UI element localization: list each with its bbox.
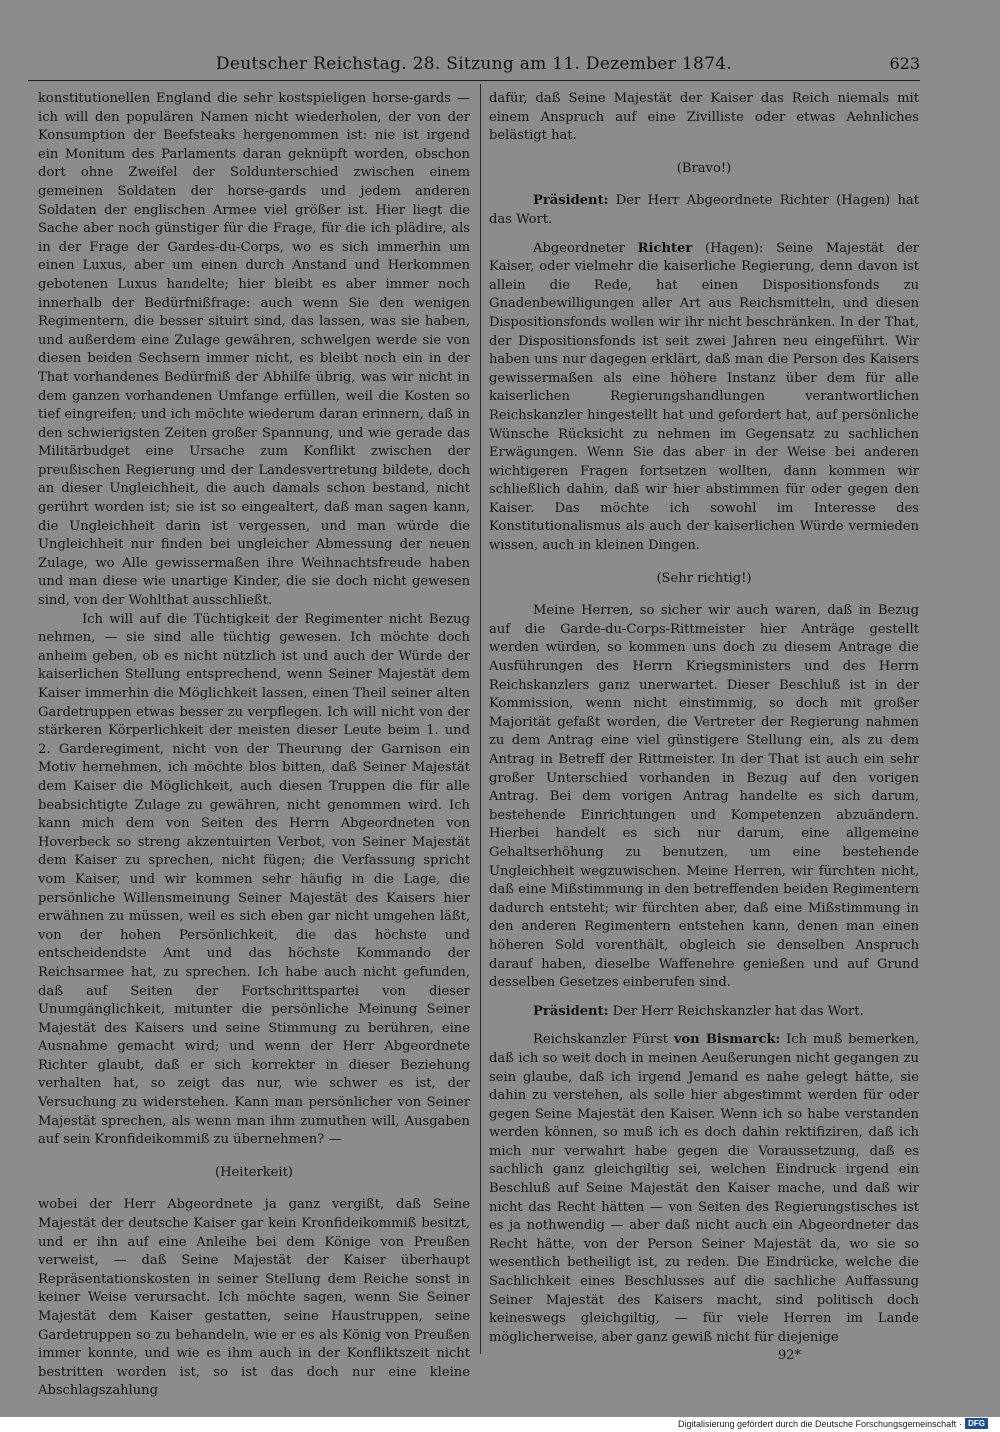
speaker-title: Reichskanzler Fürst bbox=[533, 1032, 674, 1048]
speech-bismarck bbox=[489, 1031, 919, 1347]
speaker-title: Abgeordneter bbox=[533, 240, 638, 256]
page-number: 623 bbox=[889, 54, 920, 73]
speech-richter bbox=[489, 240, 919, 556]
speaker-name: Richter bbox=[637, 240, 693, 256]
column-divider bbox=[480, 84, 481, 1354]
speech-president bbox=[489, 192, 919, 229]
right-column bbox=[489, 90, 919, 1347]
speaker-name: von Bismarck: bbox=[673, 1032, 781, 1048]
paragraph: wobei der Herr Abgeordnete ja ganz vergißt, daß Seine Majestät der deutsche Kaiser gar kein Kronfideikommiß besitzt, und er ihn auf eine Anleihe bei dem Könige von Preußen verweist, — daß Seine Majestät der Kaiser überhaupt Repräsentationskosten in seiner Stellung dem Reiche sonst in keiner Weise verursacht. Ich möchte sagen, wenn Sie Seiner Majestät dem Kaiser gestatten, seine Haustruppen, seine Gardetruppen so zu behandeln, wie er es als König von Preußen immer konnte, und wie es ihm auch in der Konfliktszeit nicht bestritten worden ist, so ist das doch nur eine kleine Abschlagszahlung bbox=[38, 1197, 470, 1399]
speech-president bbox=[489, 1003, 919, 1022]
speech-text: Ich muß bemerken, daß ich so weit doch in meinen Aeußerungen nicht gegangen zu sein glaube, daß ich irgend Jemand es nahe gelegt hätte, sie dahin zu verstehen, als solle hier abgestimmt werden für oder gegen Seine Majestät den Kaiser. Wenn ich so habe verstanden werden können, so muß ich es doch dahin rektifiziren, daß ich mich nur verwahrt habe gegen die Voraussetzung, daß es sachlich ganz gleichgiltig sei, welchen Eindruck irgend ein Beschluß auf Seine Majestät den Kaiser mache, und daß wir nicht das Recht hätten — von Seiten des Regierungstisches ist es ja nothwendig — aber daß nicht auch ein Abgeordneter das Recht hätte, von der Person Seiner Majestät da, wo sie so wesentlich betheiligt ist, zu reden. Die Eindrücke, welche die Sachlichkeit eines Beschlusses auf die sachliche Auffassung Seiner Majestät des Kaisers macht, sind politisch doch keineswegs gleichgiltig, — für viele Herren im Lande möglicherweise, aber ganz gewiß nicht für diejenige bbox=[489, 1032, 920, 1345]
left-column bbox=[38, 90, 470, 1401]
speech-text: Der Herr Abgeordnete Richter (Hagen) hat das Wort. bbox=[489, 193, 919, 227]
sheet-signature: 92* bbox=[778, 1348, 802, 1363]
interjection: (Bravo!) bbox=[676, 160, 732, 176]
paragraph: Ich will auf die Tüchtigkeit der Regimenter nicht Bezug nehmen, — sie sind alle tüchtig gewesen. Ich möchte doch anheim geben, ob es nicht nützlich ist und auch der Würde der kaiserlichen Stellung entsprechend, wenn Seiner Majestät dem Kaiser immerhin die Möglichkeit lassen, einen Theil seiner alten Gardetruppen etwas besser zu verpflegen. Ich will nicht von der stärkeren Körperlichkeit der meisten dieser Leute beim 1. und 2. Garderegiment, nicht von der Theurung der Garnison ein Motiv hernehmen, ich möchte blos bitten, daß Seiner Majestät dem Kaiser die Möglichkeit, auch diesen Truppen die für alle beabsichtigte Zulage zu gewähren, nicht genommen wird. Ich kann mich dem von Seiten des Herrn Abgeordneten von Hoverbeck so streng akzentuirten Verbot, von Seiner Majestät dem Kaiser zu sprechen, nicht fügen; die Verfassung spricht vom Kaiser, und wir kommen sehr häufig in die Lage, die persönliche Willensmeinung Seiner Majestät des Kaisers hier erwähnen zu müssen, weil es sich eben gar nicht umgehen läßt, von der hohen Persönlichkeit, die das höchste und entscheidendste Amt und das höchste Kommando der Reichsarmee hat, zu sprechen. Ich habe auch nicht gefunden, daß auf Seiten der Fortschrittspartei von dieser Unumgänglichkeit, mitunter die persönliche Meinung Seiner Majestät des Kaisers und seine Stimmung zu berühren, eine Ausnahme gemacht wird; und wenn der Herr Abgeordnete Richter glaubt, daß er sich korrekter in dieser Beziehung verhalten hat, so zeigt das nur, wie schwer es ist, der Versuchung zu widerstehen. Kann man persönlicher von Seiner Majestät sprechen, als wenn man ihm zumuthen will, Ausgaben auf sein Kronfideikommiß zu übernehmen? — bbox=[38, 611, 470, 1148]
speech-text: Der Herr Reichskanzler hat das Wort. bbox=[608, 1003, 864, 1019]
paragraph: dafür, daß Seine Majestät der Kaiser das Reich niemals mit einem Anspruch auf eine Zivilliste oder etwas Aehnliches belästigt hat. bbox=[489, 91, 919, 144]
interjection: (Sehr richtig!) bbox=[656, 570, 752, 586]
paragraph: Meine Herren, so sicher wir auch waren, daß in Bezug auf die Garde-du-Corps-Rittmeister hier Anträge gestellt werden würden, so kommen uns doch zu diesem Antrage die Ausführungen des Herrn Kriegsministers und des Herrn Reichskanzlers ganz unerwartet. Dieser Beschluß ist in der Kommission, wenn nicht einstimmig, so doch mit großer Majorität gefaßt worden, die Vertreter der Regierung nahmen zu dem Antrag eine viel günstigere Stellung ein, als zu dem Antrag in Betreff der Rittmeister. In der That ist auch ein sehr großer Unterschied vorhanden in Bezug auf den vorigen Antrag. Bei dem vorigen Antrag handelte es sich darum, bestehende Einrichtungen und Kompetenzen abzuändern. Hierbei handelt es sich nur darum, eine allgemeine Gehaltserhöhung zu benutzen, um eine bestehende Ungleichheit wegzuwischen. Meine Herren, wir fürchten nicht, daß eine Mißstimmung in den betreffenden beiden Regimentern dadurch entsteht; wir fürchten aber, daß eine Mißstimmung in den anderen Regimentern entstehen kann, denen man einen höheren Sold vorenthält, obgleich sie denselben Anspruch darauf haben, dieselbe Waffenehre genießen und auf Grund desselben Gesetzes einberufen sind. bbox=[489, 603, 919, 991]
footer-credit: Digitalisierung gefördert durch die Deutsche Forschungsgemeinschaft · DFG bbox=[678, 1418, 988, 1429]
speaker-name: Präsident: bbox=[533, 1003, 609, 1019]
speech-text: (Hagen): Seine Majestät der Kaiser, oder vielmehr die kaiserliche Regierung, denn davon ist allein die Rede, hat einen Dispositionsfonds zu Gnadenbewilligungen aller Art aus Reichsmitteln, und diesen Dispositionsfonds wollen wir ihr nicht beschränken. In der That, der Dispositionsfonds ist seit zwei Jahren neu eingeführt. Wir haben uns nur dagegen erklärt, daß man die Person des Kaisers gewissermaßen als eine höhere Instanz über dem für alle kaiserlichen Regierungshandlungen verantwortlichen Reichskanzler hingestellt hat und gefordert hat, auf persönliche Wünsche Rücksicht zu nehmen im Gegensatz zu sachlichen Erwägungen. Wenn Sie das aber in der Weise bei anderen wichtigeren Fragen fortsetzen wollten, dann kommen wir schließlich dahin, daß wir hier abstimmen für oder gegen den Kaiser. Das möchte ich sowohl im Interesse des Konstitutionalismus als auch der kaiserlichen Würde vermieden wissen, auch in kleinen Dingen. bbox=[489, 240, 919, 554]
paragraph: konstitutionellen England die sehr kostspieligen horse-gards — ich will den populären Namen nicht wiederholen, der von der Konsumption der Beefsteaks hergenommen ist: nie ist irgend ein Monitum des Parlaments daran geknüpft worden, obschon dort ohne Zweifel der Soldunterschied zwischen einem gemeinen Soldaten der horse-gards und jedem anderen Soldaten der englischen Armee viel größer ist. Hier liegt die Sache aber noch günstiger für die Frage, für die ich plädire, als in der Frage der Gardes-du-Corps, wo es sich immerhin um einen Luxus, aber um einen durch Anstand und Herkommen gebotenen Luxus handelte; hier bleibt es aber immer noch innerhalb der Bedürfnißfrage: auch wenn Sie den wenigen Regimentern, die besser situirt sind, das lassen, was sie haben, und außerdem eine Zulage gewähren, schwelgen werde sie von diesen beiden Sechsern immer nicht, es bleibt noch ein in der That vorhandenes Bedürfniß der Abhilfe übrig, was wir nicht in dem ganzen vorhandenen Umfange erfüllen, weil die Kosten so tief eingreifen; und ich möchte wiederum daran erinnern, daß in den schwierigsten Zeiten großer Spannung, und wie gerade das Militärbudget eine Ursache zum Konflikt zwischen der preußischen Regierung und der Landesvertretung bildete, doch an dieser Ungleichheit, die auch damals schon bestand, nicht gerührt worden ist; sie ist so eingealtert, daß man sagen kann, die Ungleichheit darin ist vergessen, und man würde die Ungleichheit nur finden bei ungleicher Abmessung der neuen Zulage, wo Alle gewissermaßen ihre Weihnachtsfreude haben und man diese wie unartige Kinder, die sie doch nicht gewesen sind, von der Wohlthat ausschließt. bbox=[38, 91, 470, 609]
running-title: Deutscher Reichstag. 28. Sitzung am 11. Dezember 1874. bbox=[215, 54, 733, 74]
speaker-name: Präsident: bbox=[533, 193, 609, 209]
page-header bbox=[28, 50, 920, 81]
interjection: (Heiterkeit) bbox=[215, 1164, 293, 1180]
footer-text: Digitalisierung gefördert durch die Deutsche Forschungsgemeinschaft bbox=[677, 1418, 957, 1429]
dfg-logo-icon: DFG bbox=[965, 1418, 988, 1429]
